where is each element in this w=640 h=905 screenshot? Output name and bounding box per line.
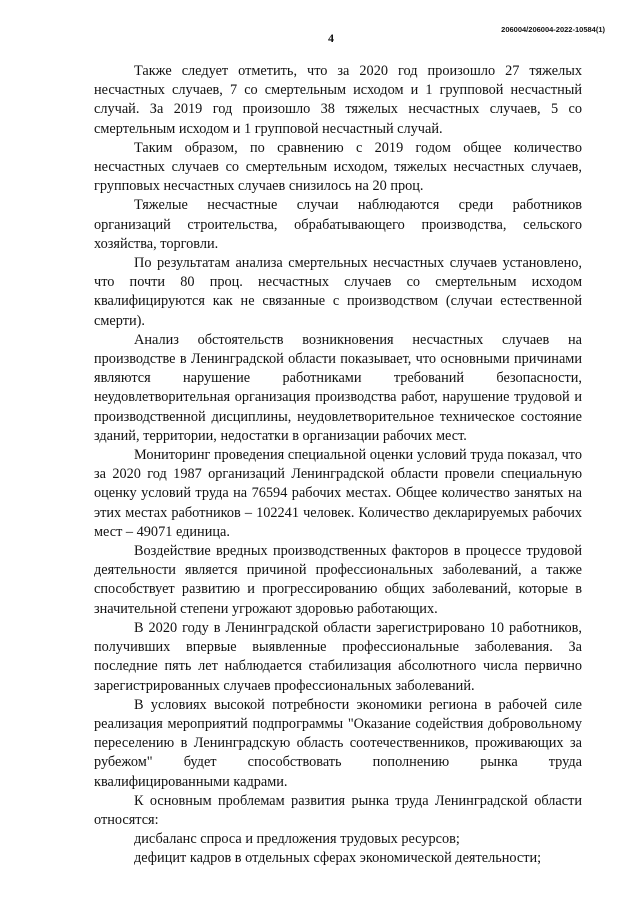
- paragraph: Также следует отметить, что за 2020 год произошло 27 тяжелых несчастных случаев, 7 со смертельным исходом и 1 групповой несчастный случай. За 2019 год произошло 38 тяжелых несчастных случаев, 5 со смертельным исходом и 1 групповой несчастный случай.: [94, 63, 582, 137]
- paragraph: Анализ обстоятельств возникновения несчастных случаев на производстве в Ленинградской области показывает, что основными причинами являются нарушение работниками требований безопасности, неудовлетворительная организация производства работ, нарушение трудовой и производственной дисциплины, неудовлетворительное техническое состояние зданий, территории, недостатки в организации рабочих мест.: [94, 331, 582, 444]
- paragraph: Воздействие вредных производственных факторов в процессе трудовой деятельности является причиной профессиональных заболеваний, а также способствует развитию и прогрессированию общих заболеваний, которые в значительной степени угрожают здоровью работающих.: [94, 543, 582, 617]
- paragraph: К основным проблемам развития рынка труда Ленинградской области относятся:: [94, 792, 582, 828]
- paragraph: В 2020 году в Ленинградской области зарегистрировано 10 работников, получивших впервые выявленные профессиональные заболевания. За последние пять лет наблюдается стабилизация абсолютного числа первично зарегистрированных случаев профессиональных заболеваний.: [94, 619, 582, 694]
- document-id: 206004/206004-2022-10584(1): [501, 25, 605, 34]
- paragraph: В условиях высокой потребности экономики региона в рабочей силе реализация мероприятий подпрограммы "Оказание содействия добровольному переселению в Ленинградскую область соотечественников, проживающих за рубежом" будет способствовать пополнению рынка труда квалифицированными кадрами.: [94, 696, 582, 790]
- paragraph: Мониторинг проведения специальной оценки условий труда показал, что за 2020 год 1987 организаций Ленинградской области провели специальную оценку условий труда на 76594 рабочих местах. Общее количество занятых на этих местах работников – 102241 человек. Количество декларируемых рабочих мест – 49071 единица.: [94, 447, 582, 540]
- body-text: [94, 62, 582, 869]
- list-item: дисбаланс спроса и предложения трудовых ресурсов;: [134, 831, 460, 848]
- paragraph: Таким образом, по сравнению с 2019 годом общее количество несчастных случаев со смертельным исходом, тяжелых несчастных случаев, групповых несчастных случаев снизилось на 20 проц.: [94, 139, 582, 195]
- paragraph: Тяжелые несчастные случаи наблюдаются среди работников организаций строительства, обрабатывающего производства, сельского хозяйства, торговли.: [94, 197, 582, 252]
- page-number: 4: [328, 31, 334, 45]
- list-item: дефицит кадров в отдельных сферах экономической деятельности;: [134, 850, 542, 867]
- paragraph: По результатам анализа смертельных несчастных случаев установлено, что почти 80 проц. несчастных случаев со смертельным исходом квалифицируются как не связанные с производством (случаи естественной смерти).: [94, 255, 582, 329]
